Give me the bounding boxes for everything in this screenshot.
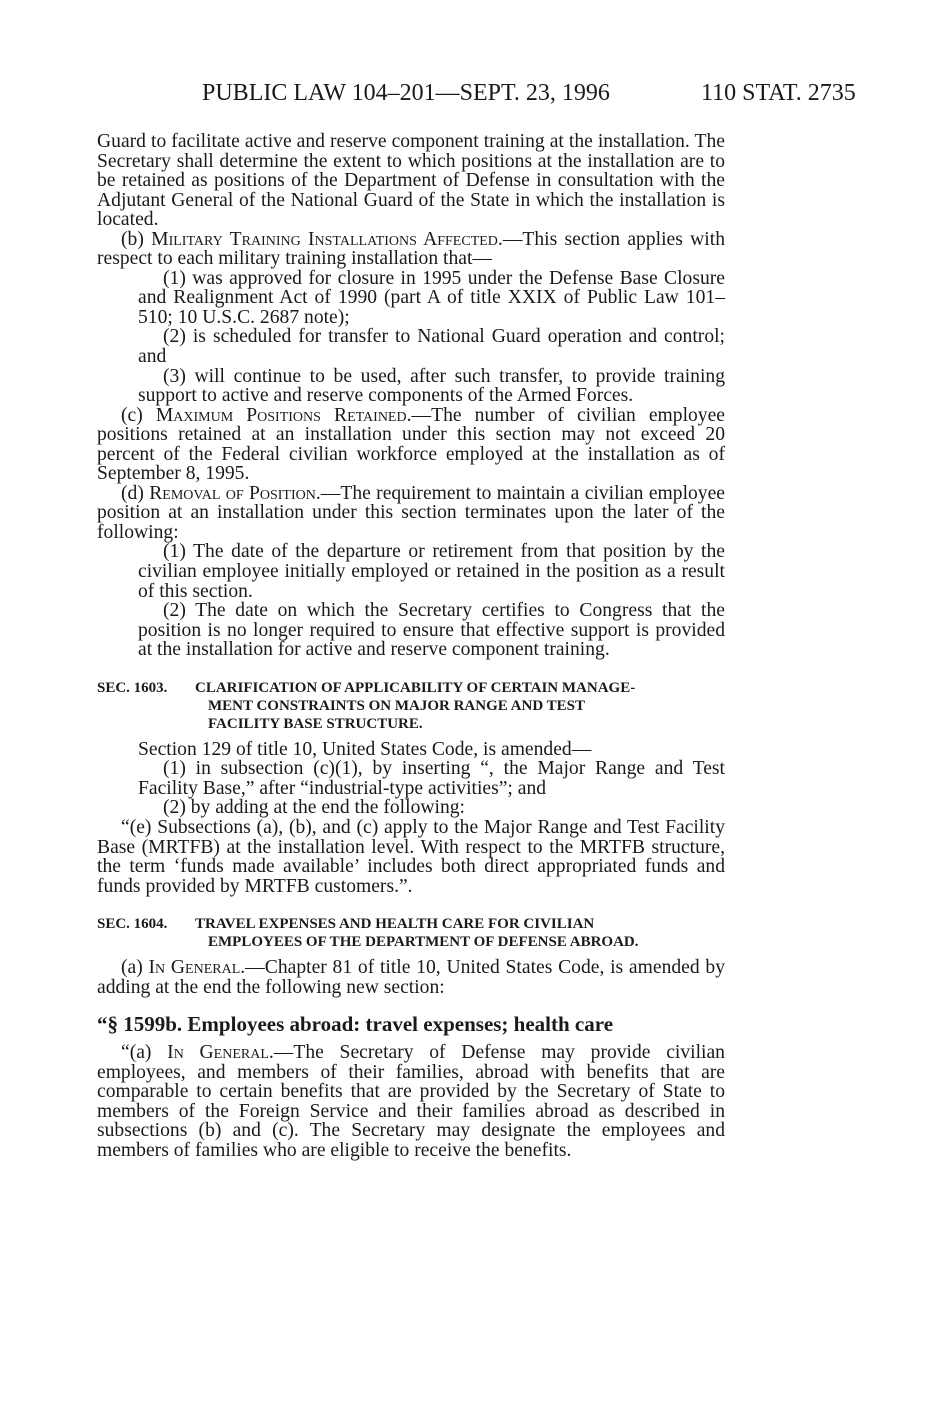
section-1599b-title: “§ 1599b. Employees abroad: travel expenses; health care xyxy=(97,1012,614,1037)
section-1603-title-line-1: CLARIFICATION OF APPLICABILITY OF CERTAIN MANAGE- xyxy=(195,679,636,696)
section-1604-heading xyxy=(97,915,725,951)
section-1604-a-heading: In General xyxy=(148,957,241,979)
section-1603-quoted-text: “(e) Subsections (a), (b), and (c) apply to the Major Range and Test Facility Base (MRTFB) at the installation level. With respect to the MRTFB structure, the term ‘funds made available’ includes both direct appropriated funds and funds provided by MRTFB customers.”. xyxy=(97,816,725,897)
header-law-citation: PUBLIC LAW 104–201—SEPT. 23, 1996 xyxy=(202,80,610,106)
subsection-d xyxy=(97,484,725,543)
section-1599b-a-heading: In General xyxy=(167,1042,269,1064)
subsection-b-item-3: (3) will continue to be used, after such transfer, to provide training support to active and reserve components of the Armed Forces. xyxy=(138,365,725,407)
subsection-c-text: .—The number of civilian employee positions retained at an installation under this section may not exceed 20 percent of the Federal civilian workforce employed at the installation as of September 8, 1995. xyxy=(97,404,726,485)
subsection-b xyxy=(97,230,725,269)
subsection-b-text: .—This section applies with respect to each military training installation that— xyxy=(97,228,725,270)
section-1604-title-line-2: EMPLOYEES OF THE DEPARTMENT OF DEFENSE ABROAD. xyxy=(208,934,639,951)
section-1603-item-2: (2) by adding at the end the following: xyxy=(163,797,466,819)
section-1599b-a-text: .—The Secretary of Defense may provide civilian employees, and members of their families, abroad with benefits that are comparable to certain benefits that are provided by the Secretary of State to members of the Foreign Service and their families abroad as described in subsections (b) and (c). The Secretary may designate the employees and members of families who are eligible to receive the benefits. xyxy=(97,1042,725,1161)
section-1604-subsection-a xyxy=(97,958,725,997)
section-1604-title-line-1: TRAVEL EXPENSES AND HEALTH CARE FOR CIVILIAN xyxy=(195,916,595,933)
body-text xyxy=(97,132,725,1161)
subsection-c xyxy=(97,406,725,484)
header-stat-page: 110 STAT. 2735 xyxy=(701,80,856,106)
subsection-d-heading: Removal of Position xyxy=(149,482,316,504)
running-header xyxy=(97,78,863,108)
section-1603-item-1: (1) in subsection (c)(1), by inserting “, the Major Range and Test Facility Base,” after “industrial-type activities”; and xyxy=(138,758,725,799)
section-1603-title-line-3: FACILITY BASE STRUCTURE. xyxy=(208,715,423,732)
section-1604-a-label: (a) xyxy=(121,957,143,979)
subsection-d-item-2: (2) The date on which the Secretary certifies to Congress that the position is no longer required to ensure that effective support is provided at the installation for active and reserve component training. xyxy=(138,600,725,661)
section-1603-intro: Section 129 of title 10, United States Code, is amended— xyxy=(138,738,592,760)
subsection-b-item-2: (2) is scheduled for transfer to National Guard operation and control; and xyxy=(138,326,725,368)
subsection-b-heading: Military Training Installations Affected xyxy=(151,228,498,250)
section-1599b-subsection-a xyxy=(97,1043,725,1160)
subsection-b-item-1: (1) was approved for closure in 1995 under the Defense Base Closure and Realignment Act of 1990 (part A of title XXIX of Public Law 101–510; 10 U.S.C. 2687 note); xyxy=(138,267,725,328)
subsection-d-text: .—The requirement to maintain a civilian employee position at an installation under this section terminates upon the later of the following: xyxy=(97,482,725,543)
section-1603-title-line-2: MENT CONSTRAINTS ON MAJOR RANGE AND TEST xyxy=(208,697,586,714)
section-1603-heading xyxy=(97,679,725,733)
subsection-b-label: (b) xyxy=(121,228,144,250)
subsection-c-label: (c) xyxy=(121,404,143,426)
section-1604-number: SEC. 1604. xyxy=(97,916,168,933)
section-1603-number: SEC. 1603. xyxy=(97,679,168,696)
subsection-d-item-1: (1) The date of the departure or retirement from that position by the civilian employee initially employed or retained in the position as a result of this section. xyxy=(138,541,725,602)
paragraph-continuation: Guard to facilitate active and reserve component training at the installation. The Secretary shall determine the extent to which positions at the installation are to be retained as positions of the Department of Defense in consultation with the Adjutant General of the National Guard of the State in which the installation is located. xyxy=(97,131,725,231)
subsection-d-label: (d) xyxy=(121,482,144,504)
subsection-c-heading: Maximum Positions Retained xyxy=(155,404,407,426)
section-1604-a-text: .—Chapter 81 of title 10, United States Code, is amended by adding at the end the following new section: xyxy=(97,957,726,998)
section-1599b-a-label: “(a) xyxy=(121,1042,152,1064)
